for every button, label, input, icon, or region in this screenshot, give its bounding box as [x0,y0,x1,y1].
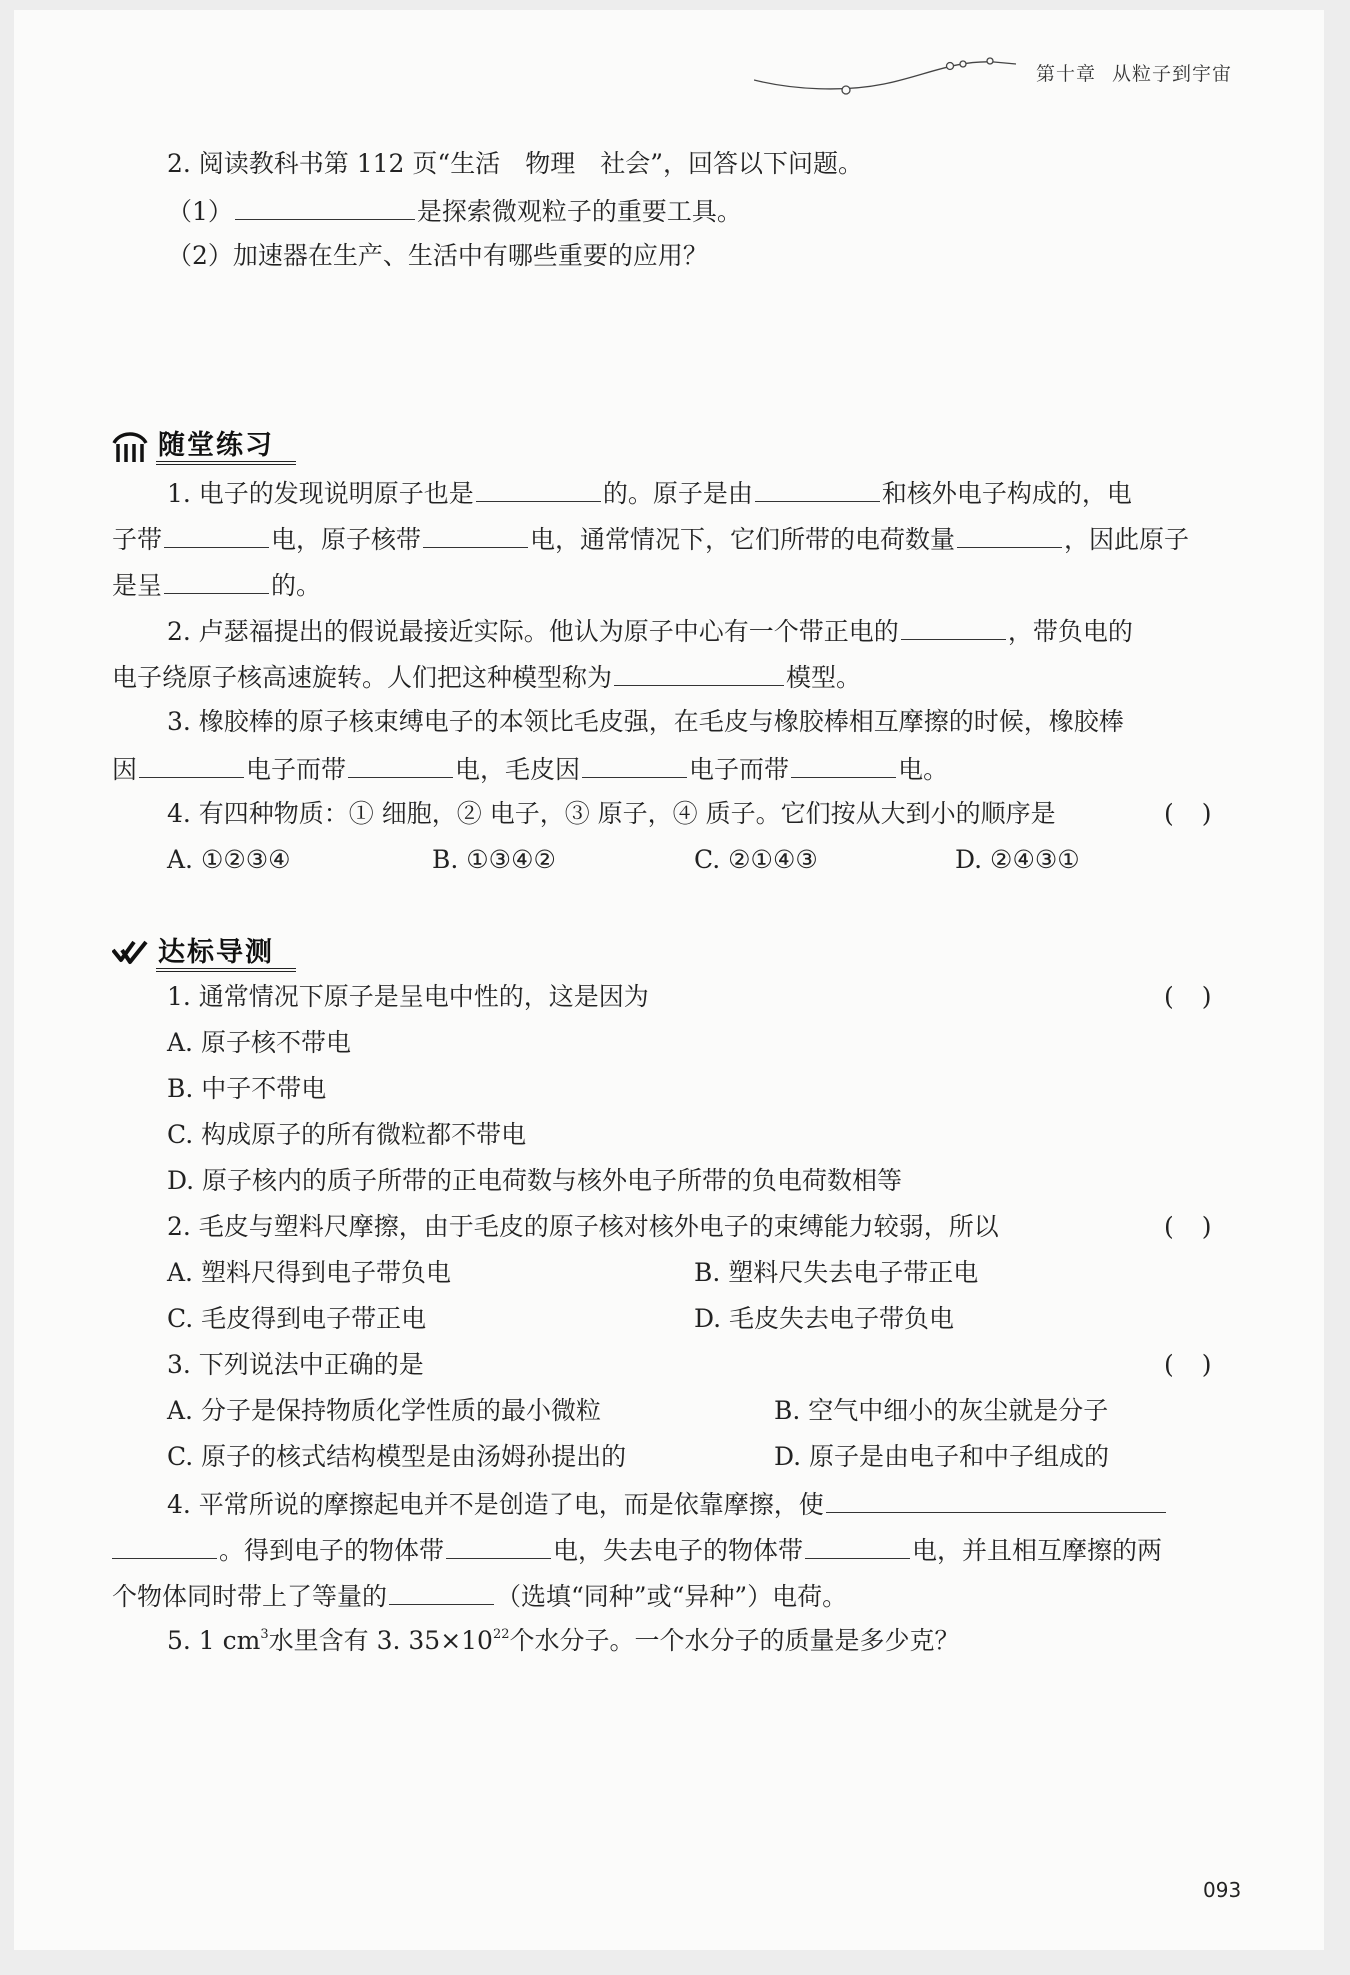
option-d[interactable]: D. 原子核内的质子所带的正电荷数与核外电子所带的负电荷数相等 [167,1166,903,1195]
section-practice-header [112,423,412,467]
answer-blank[interactable] [476,475,601,502]
test-q5: 5. 1 $cm^3$水里含有 3. $35\times 10^{22}$个水分子。一个水分子的质量是多少克？ [167,1626,960,1655]
chapter-header [1036,59,1232,86]
answer-blank[interactable] [582,751,687,778]
answer-blank[interactable] [112,1532,217,1559]
option-a[interactable]: A. ①②③④ [167,845,291,874]
answer-paren[interactable]: () [1164,799,1240,828]
answer-blank[interactable] [164,567,269,594]
answer-paren[interactable]: () [1164,1350,1240,1379]
option-a[interactable]: A. 分子是保持物质化学性质的最小微粒 [167,1396,601,1425]
chapter-title: 从粒子到宇宙 [1112,63,1233,85]
answer-blank[interactable] [235,193,415,220]
double-check-icon [112,936,148,970]
option-c[interactable]: C. 原子的核式结构模型是由汤姆孙提出的 [167,1442,627,1471]
answer-blank[interactable] [164,521,269,548]
answer-blank[interactable] [139,751,244,778]
test-q3-stem: 3. 下列说法中正确的是 [167,1350,424,1379]
test-q4-line1: 4. 平常所说的摩擦起电并不是创造了电，而是依靠摩擦，使 [167,1486,1168,1522]
header-ornament [754,48,1024,98]
intro-question-2: 2. 阅读教科书第 112 页“生活 物理 社会”，回答以下问题。 [167,149,863,178]
answer-blank[interactable] [423,521,528,548]
practice-q2-line1: 2. 卢瑟福提出的假说最接近实际。他认为原子中心有一个带正电的 ，带负电的 [167,613,1133,649]
option-a[interactable]: A. 塑料尺得到电子带负电 [167,1258,451,1287]
section-underline [156,968,296,972]
answer-blank[interactable] [348,751,453,778]
practice-q3-line1: 3. 橡胶棒的原子核束缚电子的本领比毛皮强，在毛皮与橡胶棒相互摩擦的时候，橡胶棒 [167,707,1124,736]
practice-q2-line2: 电子绕原子核高速旋转。人们把这种模型称为 模型。 [112,659,861,695]
option-c[interactable]: C. ②①④③ [694,845,818,874]
section-test-header [112,930,412,974]
answer-paren[interactable]: () [1164,1212,1240,1241]
test-q4-line3: 个物体同时带上了等量的 （选填“同种”或“异种”）电荷。 [112,1578,847,1614]
practice-q1-line2: 子带 电，原子核带 电，通常情况下，它们所带的电荷数量 ，因此原子 [112,521,1189,557]
answer-blank[interactable] [826,1486,1166,1513]
practice-q3-line2: 因 电子而带 电，毛皮因 电子而带 电。 [112,751,948,787]
chapter-number: 第十章 [1036,63,1097,85]
option-d[interactable]: D. ②④③① [955,845,1080,874]
option-b[interactable]: B. 塑料尺失去电子带正电 [694,1258,979,1287]
answer-blank[interactable] [614,659,784,686]
option-b[interactable]: B. ①③④② [432,845,556,874]
answer-blank[interactable] [755,475,880,502]
option-c[interactable]: C. 毛皮得到电子带正电 [167,1304,427,1333]
option-d[interactable]: D. 原子是由电子和中子组成的 [774,1442,1110,1471]
intro-question-2-1: （1） 是探索微观粒子的重要工具。 [167,193,742,229]
option-b[interactable]: B. 中子不带电 [167,1074,327,1103]
section-test-title: 达标导测 [158,937,274,968]
practice-q1-line3: 是呈 的。 [112,567,321,603]
option-b[interactable]: B. 空气中细小的灰尘就是分子 [774,1396,1109,1425]
test-q4-line2: 。得到电子的物体带 电，失去电子的物体带 电，并且相互摩擦的两 [112,1532,1162,1568]
option-a[interactable]: A. 原子核不带电 [167,1028,351,1057]
workbook-page [14,10,1324,1950]
practice-q1-line1: 1. 电子的发现说明原子也是 的。原子是由 和核外电子构成的，电 [167,475,1132,511]
option-d[interactable]: D. 毛皮失去电子带负电 [694,1304,955,1333]
answer-blank[interactable] [446,1532,551,1559]
section-underline [156,461,296,465]
answer-blank[interactable] [805,1532,910,1559]
section-practice-title: 随堂练习 [158,430,274,461]
answer-blank[interactable] [791,751,896,778]
practice-q4-stem: 4. 有四种物质：① 细胞，② 电子，③ 原子，④ 质子。它们按从大到小的顺序是 [167,799,1056,828]
answer-blank[interactable] [957,521,1062,548]
page-number: 093 [1203,1878,1242,1902]
answer-blank[interactable] [389,1578,494,1605]
test-q2-stem: 2. 毛皮与塑料尺摩擦，由于毛皮的原子核对核外电子的束缚能力较弱，所以 [167,1212,999,1241]
answer-blank[interactable] [901,613,1006,640]
intro-question-2-2: （2）加速器在生产、生活中有哪些重要的应用？ [167,241,708,270]
arch-icon [112,429,148,463]
answer-paren[interactable]: () [1164,982,1240,1011]
test-q1-stem: 1. 通常情况下原子是呈电中性的，这是因为 [167,982,649,1011]
option-c[interactable]: C. 构成原子的所有微粒都不带电 [167,1120,527,1149]
